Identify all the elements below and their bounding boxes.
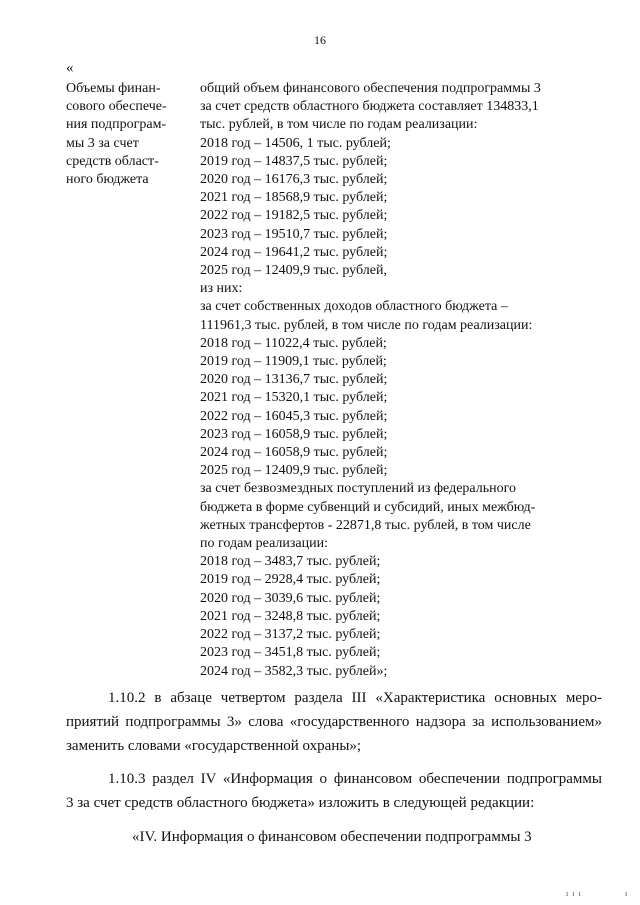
value-line: 2024 год – 16058,9 тыс. рублей; (200, 445, 388, 461)
page-number: 16 (314, 33, 326, 47)
label-line: средств област- (66, 153, 159, 169)
label-line: ного бюджета (66, 172, 149, 188)
value-line: за счет собственных доходов областного бюджета – (200, 299, 508, 315)
value-line: 2023 год – 3451,8 тыс. рублей; (200, 645, 381, 661)
value-line: 2019 год – 2928,4 тыс. рублей; (200, 572, 381, 588)
value-line: по годам реализации: (200, 536, 328, 552)
value-line: 2021 год – 18568,9 тыс. рублей; (200, 190, 388, 206)
value-line: 2020 год – 3039,6 тыс. рублей; (200, 590, 381, 606)
label-line: сового обеспече- (66, 99, 167, 115)
value-line: 2019 год – 11909,1 тыс. рублей; (200, 354, 387, 370)
value-line: за счет безвозмездных поступлений из федерального (200, 481, 517, 497)
value-line: 2018 год – 3483,7 тыс. рублей; (200, 554, 381, 570)
value-line: 2023 год – 16058,9 тыс. рублей; (200, 426, 388, 442)
label-line: ния подпрограм- (66, 117, 167, 133)
value-line: 2024 год – 19641,2 тыс. рублей; (200, 244, 388, 260)
table-value-column (200, 80, 580, 681)
paragraph-1-10-2 (66, 686, 602, 758)
value-line: 2023 год – 19510,7 тыс. рублей; (200, 226, 388, 242)
value-line: 2021 год – 15320,1 тыс. рублей; (200, 390, 388, 406)
value-line: 111961,3 тыс. рублей, в том числе по годам реализации: (200, 317, 533, 333)
value-line: 2022 год – 19182,5 тыс. рублей; (200, 208, 388, 224)
paragraph-line: приятий подпрограммы 3» слова «государственного надзора за использованием» (66, 714, 602, 730)
value-line: 2018 год – 14506, 1 тыс. рублей; (200, 135, 391, 151)
value-line: 2025 год – 12409,9 тыс. рублей; (200, 463, 388, 479)
paragraph-line: 3 за счет средств областного бюджета» изложить в следующей редакции: (66, 795, 535, 811)
value-line: из них: (200, 281, 243, 297)
value-line: за счет средств областного бюджета составляет 134833,1 (200, 99, 539, 115)
paragraph-line: «IV. Информация о финансовом обеспечении подпрограммы 3 (132, 829, 532, 845)
scan-mark-a: ı ı ı (566, 889, 582, 898)
paragraph-line: 1.10.2 в абзаце четвертом раздела III «Характеристика основных меро- (108, 690, 602, 706)
value-line: 2018 год – 11022,4 тыс. рублей; (200, 335, 387, 351)
opening-quote-mark: « (66, 60, 74, 76)
value-line: 2022 год – 16045,3 тыс. рублей; (200, 408, 388, 424)
value-line: тыс. рублей, в том числе по годам реализации: (200, 117, 478, 133)
value-line: 2024 год – 3582,3 тыс. рублей»; (200, 663, 388, 679)
paragraph-line: 1.10.3 раздел IV «Информация о финансовом обеспечении подпрограммы (108, 771, 602, 787)
paragraph-1-10-3 (66, 767, 602, 815)
value-line: 2019 год – 14837,5 тыс. рублей; (200, 153, 388, 169)
value-line: жетных трансфертов - 22871,8 тыс. рублей, в том числе (200, 517, 531, 533)
value-line: бюджета в форме субвенций и субсидий, иных межбюд- (200, 499, 536, 515)
value-line: 2025 год – 12409,9 тыс. рублей, (200, 263, 387, 279)
label-line: Объемы финан- (66, 81, 161, 96)
value-line: общий объем финансового обеспечения подпрограммы 3 (200, 81, 541, 96)
scan-mark-b: ı (625, 889, 629, 898)
value-line: 2020 год – 16176,3 тыс. рублей; (200, 172, 388, 188)
value-line: 2022 год – 3137,2 тыс. рублей; (200, 627, 381, 643)
table-label-column (66, 80, 186, 189)
label-line: мы 3 за счет (66, 135, 139, 151)
value-line: 2021 год – 3248,8 тыс. рублей; (200, 608, 381, 624)
section-iv-heading (66, 825, 602, 849)
value-line: 2020 год – 13136,7 тыс. рублей; (200, 372, 388, 388)
paragraph-line: заменить словами «государственной охраны»; (66, 738, 362, 754)
